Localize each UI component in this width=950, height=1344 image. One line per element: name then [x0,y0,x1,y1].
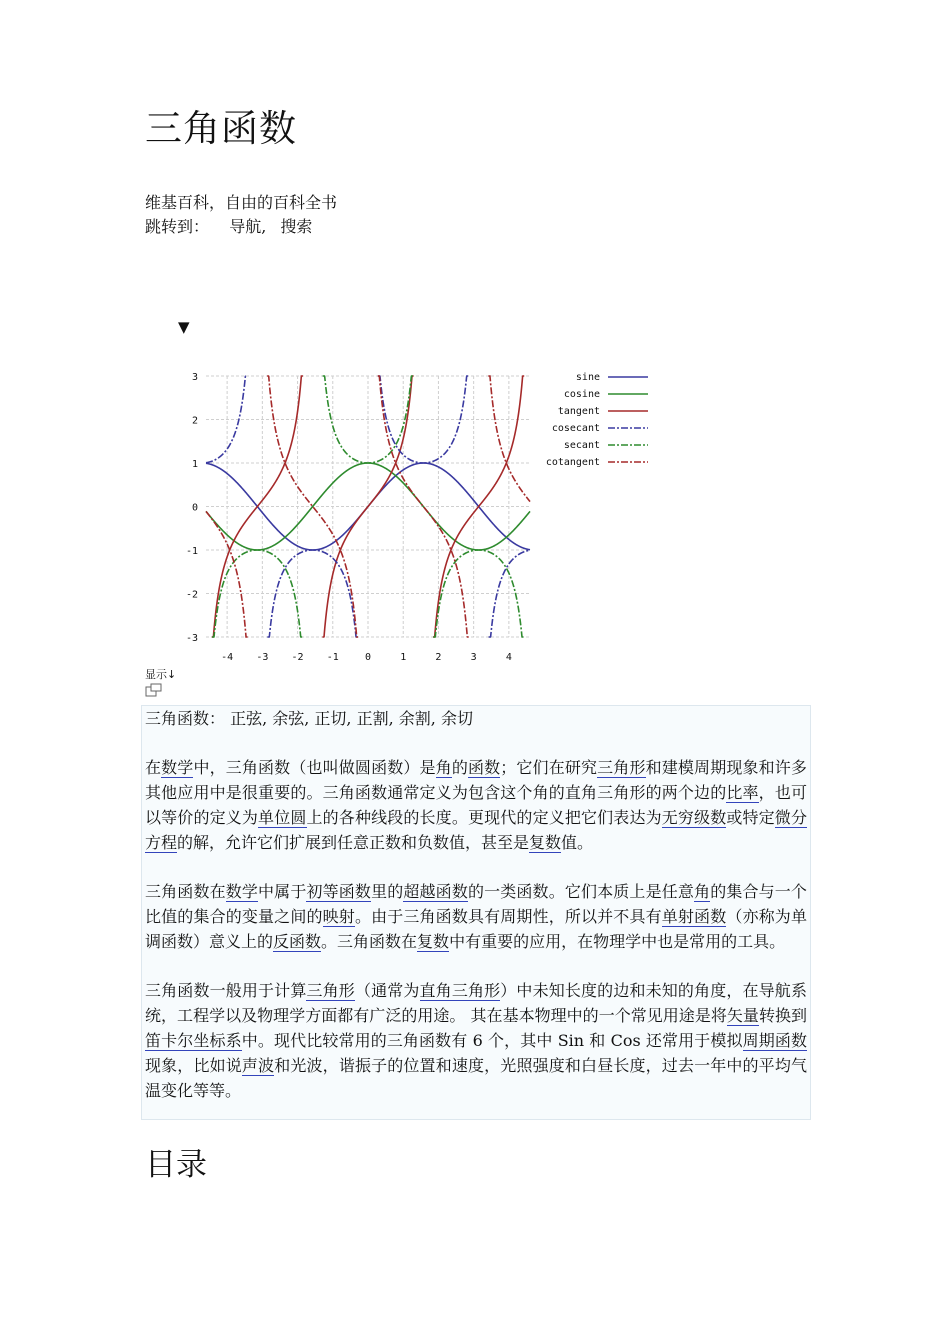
x-tick-label: -4 [221,652,234,663]
legend-label-cotangent: cotangent [545,457,600,468]
link-math[interactable]: 数学 [161,758,194,777]
link-injective-function[interactable]: 单射函数 [661,907,727,926]
link-inverse-function[interactable]: 反函数 [273,932,322,951]
link-infinite-series[interactable]: 无穷级数 [661,808,727,827]
link-elementary-function[interactable]: 初等函数 [306,882,372,901]
link-vector[interactable]: 矢量 [726,1006,759,1025]
link-sound-wave[interactable]: 声波 [241,1056,275,1075]
link-math-2[interactable]: 数学 [225,882,259,901]
y-tick-label: 2 [191,415,198,427]
legend-label-cosecant: cosecant [551,423,600,434]
link-triangle-2[interactable]: 三角形 [306,981,355,1000]
page-title: 三角函数 [145,107,297,150]
legend-label-tangent: tangent [557,406,600,417]
link-periodic-function[interactable]: 周期函数 [742,1031,807,1050]
toc-heading: 目录 [145,1147,207,1183]
y-tick-label: 3 [191,372,198,383]
y-tick-label: 0 [191,502,198,514]
link-angle[interactable]: 角 [435,758,452,777]
link-angle-2[interactable]: 角 [694,882,711,901]
link-complex-number[interactable]: 复数 [529,833,562,852]
link-ratio[interactable]: 比率 [726,783,759,802]
link-mapping[interactable]: 映射 [322,907,355,926]
x-tick-label: -1 [326,652,339,663]
chart-legend [546,372,648,468]
x-tick-label: 1 [400,652,407,663]
y-tick-label: -3 [185,633,198,644]
jump-to-label: 跳转到： [145,217,210,236]
trig-functions-chart [180,366,660,666]
y-tick-label: -2 [185,589,198,601]
link-differential-equation[interactable]: 微分方程 [145,808,807,852]
article-body [141,705,811,1120]
link-right-triangle[interactable]: 直角三角形 [419,981,501,1000]
link-transcendental-function[interactable]: 超越函数 [403,882,468,901]
jump-to-bar [145,214,312,237]
site-tagline: 维基百科，自由的百科全书 [145,193,338,212]
link-function[interactable]: 函数 [467,758,501,777]
x-tick-label: 0 [364,652,372,663]
x-tick-label: 4 [505,652,512,663]
paragraph-classification: 三角函数在数学中属于初等函数里的超越函数的一类函数。它们本质上是任意角的集合与一个比值的集合的变量之间的映射。由于三角函数具有周期性，所以并不具有单射函数（亦称为单调函数）意义上的反函数。三角函数在复数中有重要的应用，在物理学中也是常用的工具。 [145,882,807,951]
link-unit-circle[interactable]: 单位圆 [258,808,307,827]
x-tick-label: 3 [470,652,477,663]
link-triangle[interactable]: 三角形 [597,758,646,777]
legend-label-secant: secant [563,440,600,451]
search-link[interactable]: 搜索 [280,217,313,236]
enlarge-icon[interactable] [145,683,163,697]
show-toggle-link[interactable]: 显示↓ [145,668,177,681]
chart-ticks [186,372,512,663]
x-tick-label: 2 [435,652,442,663]
x-tick-label: -3 [256,652,269,663]
paragraph-applications: 三角函数一般用于计算三角形（通常为直角三角形）中未知长度的边和未知的角度，在导航系统，工程学以及物理学方面都有广泛的用途。 其在基本物理中的一个常见用途是将矢量转换到笛卡尔坐标系中。现代比较常用的三角函数有 6 个，其中 Sin 和 Cos 还常用于模拟周期函数现象，比如说声波和光波，谐振子的位置和速度，光照强度和白昼长度，过去一年中的平均气温变化等等。 [145,981,807,1100]
y-tick-label: 1 [191,459,198,470]
paragraph-intro: 在数学中，三角函数（也叫做圆函数）是角的函数；它们在研究三角形和建模周期现象和许多其他应用中是很重要的。三角函数通常定义为包含这个角的直角三角形的两个边的比率，也可以等价的定义为单位圆上的各种线段的长度。更现代的定义把它们表达为无穷级数或特定微分方程的解，允许它们扩展到任意正数和负数值，甚至是复数值。 [145,758,807,852]
link-complex-number-2[interactable]: 复数 [417,932,450,951]
collapse-triangle-icon[interactable]: ▼ [178,318,190,336]
navigation-link[interactable]: 导航 [229,217,262,236]
jump-separator: , [261,217,267,236]
legend-label-cosine: cosine [563,389,600,400]
link-cartesian-coordinates[interactable]: 笛卡尔坐标系 [145,1031,242,1050]
x-tick-label: -2 [291,652,304,663]
figure-caption: 三角函数： 正弦, 余弦, 正切, 正割, 余割, 余切 [145,709,473,728]
y-tick-label: -1 [185,546,198,557]
legend-label-sine: sine [575,372,600,383]
